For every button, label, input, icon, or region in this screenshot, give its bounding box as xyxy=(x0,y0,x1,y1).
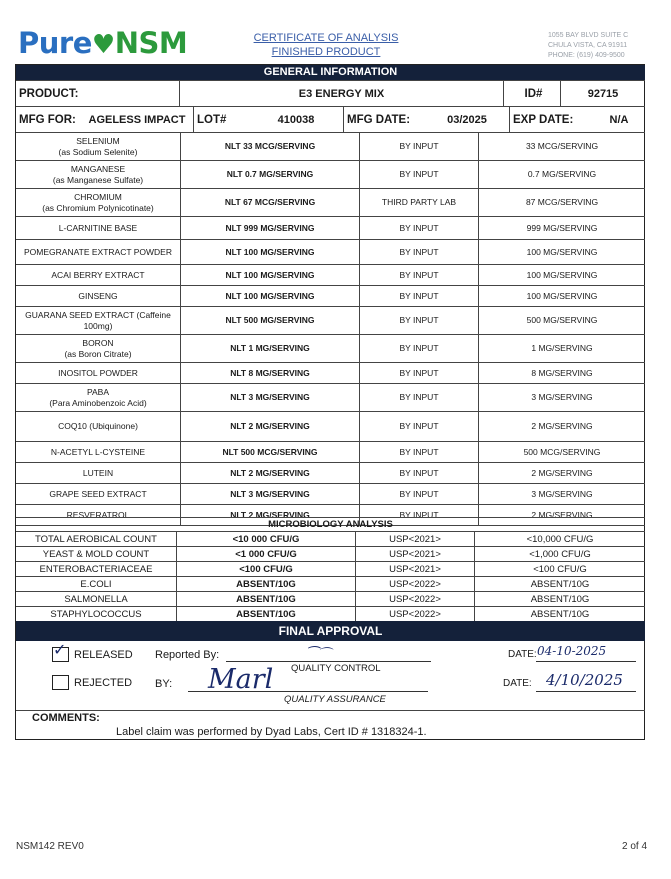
micro-name: SALMONELLA xyxy=(16,592,177,607)
ingredient-result: 500 MG/SERVING xyxy=(479,307,646,335)
ingredient-name: PABA (Para Aminobenzoic Acid) xyxy=(16,384,181,412)
micro-spec: ABSENT/10G xyxy=(177,577,356,592)
ingredient-method: BY INPUT xyxy=(360,484,479,505)
micro-result: ABSENT/10G xyxy=(475,592,646,607)
micro-method: USP<2021> xyxy=(356,562,475,577)
form-code: NSM142 REV0 xyxy=(16,841,84,852)
comments-label: COMMENTS: xyxy=(32,712,100,724)
ingredient-spec: NLT 3 MG/SERVING xyxy=(181,484,360,505)
ingredient-method: BY INPUT xyxy=(360,463,479,484)
released-label: RELEASED xyxy=(74,649,133,661)
ingredient-name: MANGANESE (as Manganese Sulfate) xyxy=(16,161,181,189)
ingredient-result: 100 MG/SERVING xyxy=(479,265,646,286)
date-value-1: 04-10-2025 xyxy=(537,644,607,658)
table-row xyxy=(16,265,645,286)
id-label: ID# xyxy=(504,81,561,107)
ingredient-method: BY INPUT xyxy=(360,217,479,240)
ingredient-result: 33 MCG/SERVING xyxy=(479,133,646,161)
ingredient-method: BY INPUT xyxy=(360,335,479,363)
table-row xyxy=(16,363,645,384)
ingredient-spec: NLT 3 MG/SERVING xyxy=(181,384,360,412)
ingredient-name: GRAPE SEED EXTRACT xyxy=(16,484,181,505)
ingredient-result: 8 MG/SERVING xyxy=(479,363,646,384)
title-line-1: CERTIFICATE OF ANALYSIS xyxy=(253,32,399,44)
exp-date-label: EXP DATE: xyxy=(510,107,594,133)
table-row xyxy=(16,532,645,547)
id-value: 92715 xyxy=(561,81,646,107)
signature: Marl xyxy=(208,664,274,695)
ingredient-result: 100 MG/SERVING xyxy=(479,286,646,307)
date-line-2 xyxy=(536,691,636,692)
reported-by-label: Reported By: xyxy=(155,649,220,661)
table-row xyxy=(16,463,645,484)
date-label-1: DATE: xyxy=(508,649,537,660)
table-row xyxy=(16,217,645,240)
ingredient-method: BY INPUT xyxy=(360,412,479,442)
micro-spec: <10 000 CFU/G xyxy=(177,532,356,547)
ingredient-spec: NLT 1 MG/SERVING xyxy=(181,335,360,363)
ingredient-method: BY INPUT xyxy=(360,265,479,286)
by-label: BY: xyxy=(155,678,173,690)
ingredient-method: THIRD PARTY LAB xyxy=(360,189,479,217)
micro-result: <100 CFU/G xyxy=(475,562,646,577)
ingredient-method: BY INPUT xyxy=(360,286,479,307)
company-address: 1055 BAY BLVD SUITE C CHULA VISTA, CA 91911 PHONE: (619) 409-9500 xyxy=(548,32,629,59)
date-label-2: DATE: xyxy=(503,678,532,689)
date-value-2: 4/10/2025 xyxy=(546,671,623,689)
table-row xyxy=(16,484,645,505)
comments-text: Label claim was performed by Dyad Labs, Cert ID # 1318324-1. xyxy=(116,726,427,738)
ingredient-method: BY INPUT xyxy=(360,505,479,526)
table-row xyxy=(16,307,645,335)
table-row xyxy=(16,577,645,592)
micro-result: <10,000 CFU/G xyxy=(475,532,646,547)
ingredient-name: SELENIUM (as Sodium Selenite) xyxy=(16,133,181,161)
checkmark-icon: ✓ xyxy=(53,642,67,659)
rejected-checkbox[interactable] xyxy=(52,675,69,690)
micro-spec: <1 000 CFU/G xyxy=(177,547,356,562)
micro-name: E.COLI xyxy=(16,577,177,592)
micro-result: ABSENT/10G xyxy=(475,577,646,592)
table-row xyxy=(16,384,645,412)
general-information-heading: GENERAL INFORMATION xyxy=(16,65,645,80)
table-row xyxy=(16,562,645,577)
product-value: E3 ENERGY MIX xyxy=(180,81,504,107)
ingredient-name: COQ10 (Ubiquinone) xyxy=(16,412,181,442)
table-row xyxy=(16,442,645,463)
mfg-date-label: MFG DATE: xyxy=(344,107,426,133)
table-row xyxy=(16,161,645,189)
rejected-label: REJECTED xyxy=(74,677,133,689)
product-label: PRODUCT: xyxy=(16,81,180,107)
ingredient-spec: NLT 67 MCG/SERVING xyxy=(181,189,360,217)
lot-label: LOT# xyxy=(194,107,250,133)
mfg-for-value: AGELESS IMPACT xyxy=(81,107,194,133)
ingredient-spec: NLT 2 MG/SERVING xyxy=(181,463,360,484)
ingredient-method: BY INPUT xyxy=(360,133,479,161)
quality-control-label: QUALITY CONTROL xyxy=(291,663,381,674)
date-line-1 xyxy=(536,661,636,662)
micro-method: USP<2022> xyxy=(356,592,475,607)
ingredient-method: BY INPUT xyxy=(360,363,479,384)
ingredient-name: L-CARNITINE BASE xyxy=(16,217,181,240)
micro-name: TOTAL AEROBICAL COUNT xyxy=(16,532,177,547)
ingredient-result: 3 MG/SERVING xyxy=(479,484,646,505)
table-row xyxy=(16,189,645,217)
ingredient-result: 100 MG/SERVING xyxy=(479,240,646,265)
ingredient-name: ACAI BERRY EXTRACT xyxy=(16,265,181,286)
micro-method: USP<2021> xyxy=(356,532,475,547)
ingredient-result: 1 MG/SERVING xyxy=(479,335,646,363)
final-approval-heading: FINAL APPROVAL xyxy=(16,621,645,641)
mfg-date-value: 03/2025 xyxy=(425,107,510,133)
ingredient-result: 500 MCG/SERVING xyxy=(479,442,646,463)
ingredient-result: 2 MG/SERVING xyxy=(479,412,646,442)
ingredient-method: BY INPUT xyxy=(360,307,479,335)
micro-name: YEAST & MOLD COUNT xyxy=(16,547,177,562)
ingredient-spec: NLT 2 MG/SERVING xyxy=(181,412,360,442)
document-title xyxy=(228,31,424,59)
ingredients-table xyxy=(16,132,645,526)
ingredient-result: 3 MG/SERVING xyxy=(479,384,646,412)
ingredient-name: INOSITOL POWDER xyxy=(16,363,181,384)
ingredient-spec: NLT 8 MG/SERVING xyxy=(181,363,360,384)
general-info-table xyxy=(16,80,645,107)
micro-result: ABSENT/10G xyxy=(475,607,646,622)
table-row xyxy=(16,335,645,363)
general-info-table-2 xyxy=(16,106,645,133)
microbiology-table xyxy=(16,531,645,622)
ingredient-name: POMEGRANATE EXTRACT POWDER xyxy=(16,240,181,265)
ingredient-spec: NLT 100 MG/SERVING xyxy=(181,265,360,286)
lot-value: 410038 xyxy=(249,107,344,133)
table-row xyxy=(16,133,645,161)
microbiology-heading: MICROBIOLOGY ANALYSIS xyxy=(16,517,645,532)
micro-result: <1,000 CFU/G xyxy=(475,547,646,562)
table-row xyxy=(16,592,645,607)
approval-section xyxy=(16,640,645,711)
ingredient-name: BORON (as Boron Citrate) xyxy=(16,335,181,363)
ingredient-method: BY INPUT xyxy=(360,161,479,189)
ingredient-name: LUTEIN xyxy=(16,463,181,484)
exp-date-value: N/A xyxy=(593,107,645,133)
micro-method: USP<2022> xyxy=(356,577,475,592)
ingredient-name: GUARANA SEED EXTRACT (Caffeine 100mg) xyxy=(16,307,181,335)
micro-method: USP<2021> xyxy=(356,547,475,562)
ingredient-result: 87 MCG/SERVING xyxy=(479,189,646,217)
ingredient-spec: NLT 0.7 MG/SERVING xyxy=(181,161,360,189)
ingredient-method: BY INPUT xyxy=(360,384,479,412)
micro-method: USP<2022> xyxy=(356,607,475,622)
page-number: 2 of 4 xyxy=(622,841,648,852)
ingredient-spec: NLT 100 MG/SERVING xyxy=(181,240,360,265)
ingredient-result: 0.7 MG/SERVING xyxy=(479,161,646,189)
micro-spec: ABSENT/10G xyxy=(177,607,356,622)
ingredient-spec: NLT 500 MG/SERVING xyxy=(181,307,360,335)
quality-assurance-label: QUALITY ASSURANCE xyxy=(284,694,386,705)
mfg-for-label: MFG FOR: xyxy=(16,107,81,133)
table-row xyxy=(16,286,645,307)
ingredient-name: N-ACETYL L-CYSTEINE xyxy=(16,442,181,463)
company-logo: Pure♥NSM xyxy=(18,26,188,60)
ingredient-spec: NLT 999 MG/SERVING xyxy=(181,217,360,240)
ingredient-name: CHROMIUM (as Chromium Polynicotinate) xyxy=(16,189,181,217)
ingredient-method: BY INPUT xyxy=(360,240,479,265)
ingredient-spec: NLT 100 MG/SERVING xyxy=(181,286,360,307)
ingredient-name: RESVERATROL xyxy=(16,505,181,526)
micro-spec: <100 CFU/G xyxy=(177,562,356,577)
table-row xyxy=(16,547,645,562)
table-row xyxy=(16,607,645,622)
micro-spec: ABSENT/10G xyxy=(177,592,356,607)
ingredient-result: 2 MG/SERVING xyxy=(479,463,646,484)
ingredient-spec: NLT 500 MCG/SERVING xyxy=(181,442,360,463)
leaf-heart-icon: ♥ xyxy=(91,30,115,60)
ingredient-spec: NLT 33 MCG/SERVING xyxy=(181,133,360,161)
table-row xyxy=(16,412,645,442)
table-row xyxy=(16,240,645,265)
title-line-2: FINISHED PRODUCT xyxy=(271,46,381,58)
ingredient-result: 999 MG/SERVING xyxy=(479,217,646,240)
initials-signature: ⁀⌒ xyxy=(306,647,332,663)
ingredient-spec: NLT 2 MG/SERVING xyxy=(181,505,360,526)
ingredient-result: 2 MG/SERVING xyxy=(479,505,646,526)
micro-name: ENTEROBACTERIACEAE xyxy=(16,562,177,577)
ingredient-method: BY INPUT xyxy=(360,442,479,463)
ingredient-name: GINSENG xyxy=(16,286,181,307)
micro-name: STAPHYLOCOCCUS xyxy=(16,607,177,622)
